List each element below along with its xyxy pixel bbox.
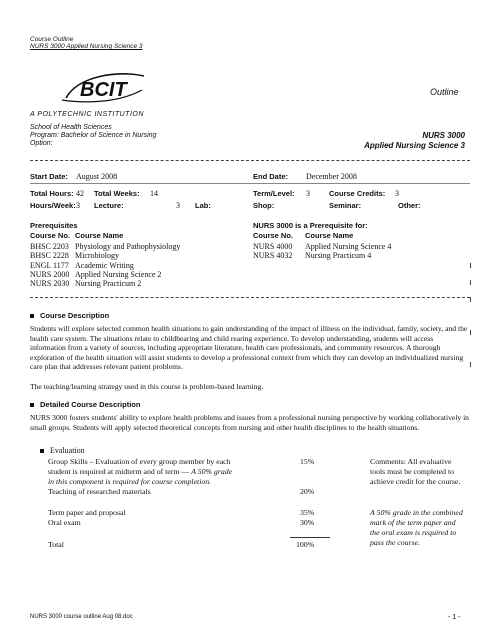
logo-tagline: A POLYTECHNIC INSTITUTION [30, 111, 144, 118]
total-hours-label: Total Hours: [30, 189, 74, 198]
doc-header-line2: NURS 3000 Applied Nursing Science 3 [30, 43, 143, 50]
option-label: Option: [30, 140, 53, 147]
program-name: Program: Bachelor of Science in Nursing [30, 132, 157, 139]
eval-total-pct: 100% [296, 540, 315, 549]
start-date-label: Start Date: [30, 172, 68, 181]
lab-label: Lab: [195, 201, 211, 210]
detailed-description-text: NURS 3000 fosters students' ability to explore health problems and issues from a professional nursing perspective by working collaboratively in small groups. Students will apply selected theoretical concepts from nursing and other health disciplines to the health situations. [30, 413, 469, 432]
total-hours-value: 42 [76, 189, 84, 198]
scan-mark [470, 280, 471, 285]
eval-item-term-paper: Term paper and proposal Oral exam [48, 508, 126, 527]
outline-label: Outline [430, 87, 459, 97]
school-name: School of Health Sciences [30, 124, 112, 131]
course-code: NURS 3000 [422, 131, 465, 140]
eval-comment-2: A 50% grade in the combined mark of the term paper and the oral exam is required to pass the course. [370, 508, 463, 547]
course-credits-label: Course Credits: [329, 189, 386, 198]
hours-week-label: Hours/Week: [30, 201, 76, 210]
bullet-icon [30, 403, 34, 407]
prereq-name: Microbiology [75, 251, 119, 261]
footer-filename: NURS 3000 course outline Aug 08.doc [30, 614, 133, 620]
prereq-name: Nursing Practicum 2 [75, 279, 142, 289]
prereq-name: Applied Nursing Science 2 [75, 269, 162, 279]
prereq-for-col-no: Course No. [253, 231, 294, 240]
prereq-for-no: NURS 4000 [253, 242, 293, 251]
prereq-no: NURS 2000 [30, 269, 70, 279]
prereq-for-title: NURS 3000 is a Prerequisite for: [253, 221, 368, 230]
scan-mark [470, 362, 471, 367]
term-level-label: Term/Level: [253, 189, 295, 198]
teaching-strategy-text: The teaching/learning strategy used in this course is problem-based learning. [30, 382, 264, 391]
course-description-heading: Course Description [30, 311, 109, 320]
lecture-label: Lecture: [94, 201, 124, 210]
start-date-value: August 2008 [76, 172, 118, 181]
divider [30, 297, 470, 298]
bullet-icon [40, 449, 44, 453]
prereq-names [75, 242, 180, 288]
bullet-icon [30, 314, 34, 318]
prereq-for-name: Applied Nursing Science 4 [305, 242, 392, 251]
total-rule [290, 537, 330, 538]
eval-total-label: Total [48, 540, 64, 549]
scan-mark [470, 263, 471, 268]
prereq-title: Prerequisites [30, 221, 78, 230]
prereq-name: Academic Writing [75, 260, 134, 270]
shop-label: Shop: [253, 201, 275, 210]
eval-pct: 20% [300, 487, 315, 496]
page-number: - 1 - [448, 614, 461, 621]
bcit-logo [58, 68, 148, 106]
divider [30, 160, 470, 161]
prereq-no: BHSC 2228 [30, 251, 69, 261]
prereq-for-numbers [253, 242, 292, 261]
divider [30, 183, 470, 184]
end-date-value: December 2008 [306, 172, 357, 181]
prereq-for-names [305, 242, 391, 261]
detailed-description-heading: Detailed Course Description [30, 400, 140, 409]
scan-mark [470, 297, 471, 302]
evaluation-heading: Evaluation [40, 446, 85, 455]
lecture-value: 3 [176, 201, 180, 210]
other-label: Other: [398, 201, 421, 210]
total-weeks-label: Total Weeks: [94, 189, 140, 198]
eval-comment-1: Comments: All evaluative tools must be completed to achieve credit for the course. [370, 457, 461, 486]
course-title: Applied Nursing Science 3 [364, 141, 465, 150]
prereq-numbers [30, 242, 69, 288]
scan-mark [470, 330, 471, 335]
eval-pct-group: 35% 30% [300, 508, 315, 527]
prereq-col-name: Course Name [75, 231, 124, 240]
logo-text: BCIT [80, 79, 127, 101]
doc-header-line1: Course Outline [30, 36, 74, 43]
prereq-for-col-name: Course Name [305, 231, 354, 240]
term-level-value: 3 [306, 189, 310, 198]
total-weeks-value: 14 [150, 189, 158, 198]
prereq-col-no: Course No. [30, 231, 71, 240]
hours-week-value: 3 [76, 201, 80, 210]
prereq-for-no: NURS 4032 [253, 251, 293, 261]
seminar-label: Seminar: [329, 201, 362, 210]
eval-pct: 15% [300, 457, 315, 466]
prereq-name: Physiology and Pathophysiology [75, 242, 181, 251]
prereq-no: ENGL 1177 [30, 260, 69, 270]
course-description-text: Students will explore selected common health situations to gain understanding of the impact of illness on the individual, family, society, and the health care system. The situations relate to childbearing and child rearing experience. To develop understanding, students will access information from a variety of sources, including appropriate literature, health care professionals, and community resources. A thorough exploration of the health situation will assist students to develop a professional context from which they can develop an individualized nursing care plan that addresses relevant patient problems. [30, 324, 468, 372]
course-credits-value: 3 [395, 189, 399, 198]
prereq-no: BHSC 2203 [30, 242, 69, 251]
end-date-label: End Date: [253, 172, 289, 181]
prereq-no: NURS 2030 [30, 279, 70, 289]
eval-item-group-skills: Group Skills – Evaluation of every group member by each student is required at midterm and of term — A 50% grade in this component is required for course completion. Teaching of researched materials [48, 457, 233, 496]
prereq-for-name: Nursing Practicum 4 [305, 251, 372, 261]
